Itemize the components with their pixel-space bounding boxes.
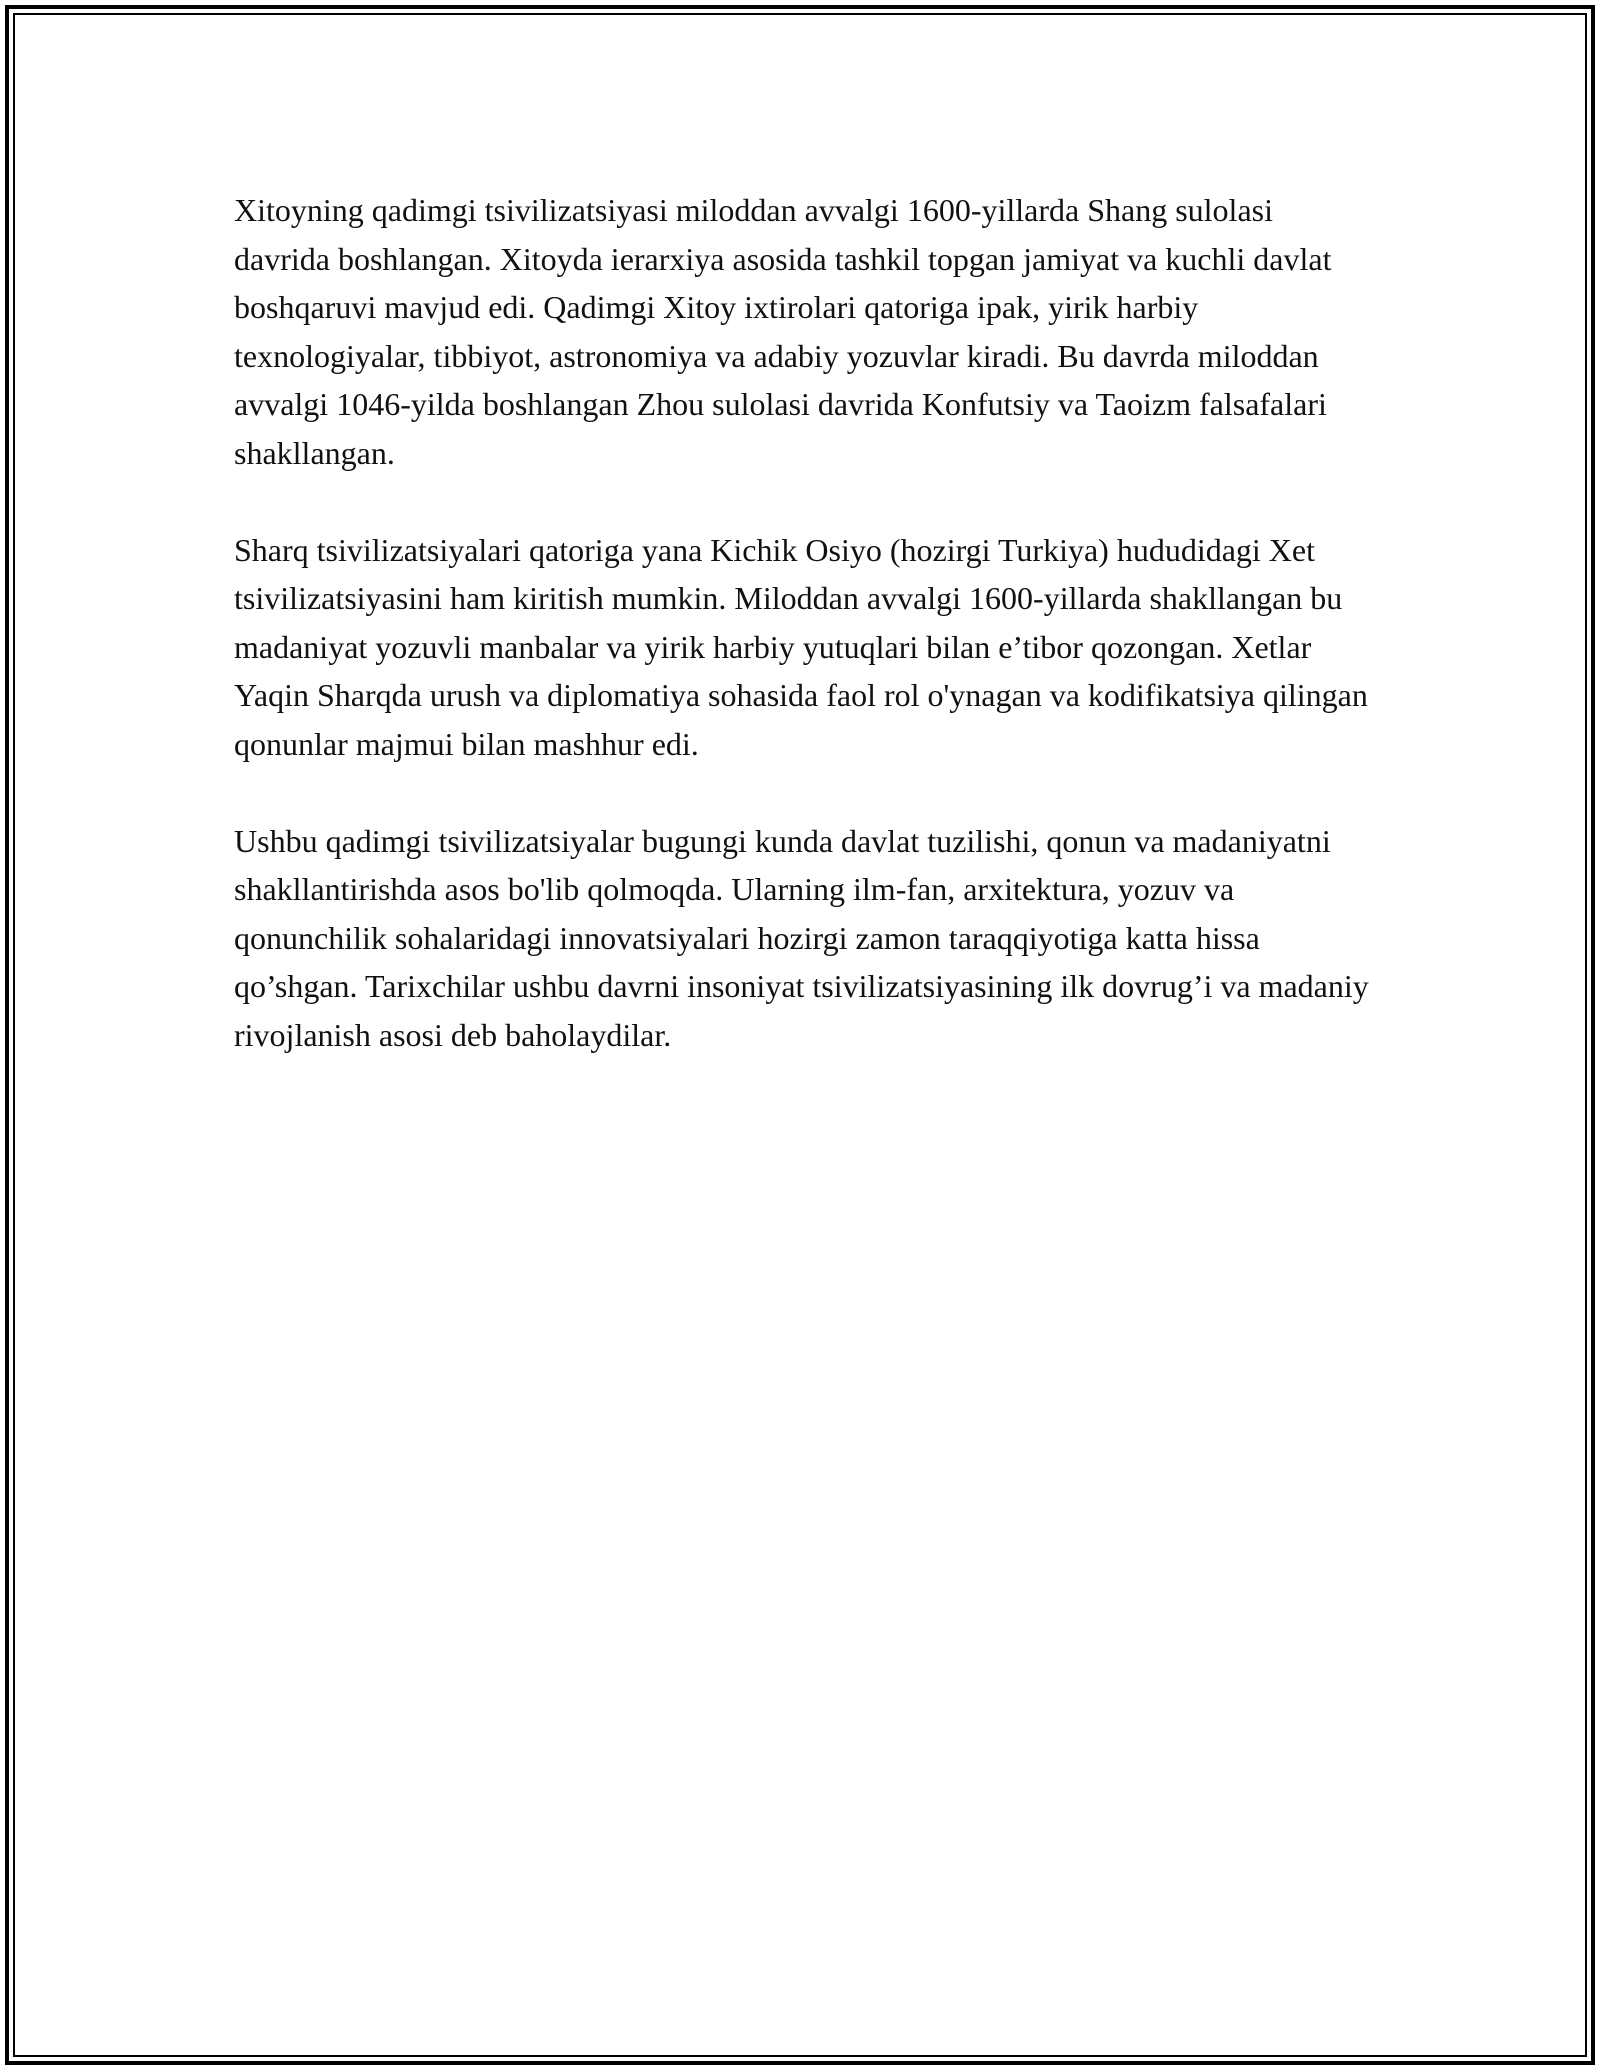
paragraph-legacy: Ushbu qadimgi tsivilizatsiyalar bugungi kunda davlat tuzilishi, qonun va madaniyatni shakllantirishda asos bo'lib qolmoqda. Ularning ilm-fan, arxitektura, yozuv va qonunchilik sohalaridagi innovatsiyalari hozirgi zamon taraqqiyotiga katta hissa qo’shgan. Tarixchilar ushbu davrni insoniyat tsivilizatsiyasining ilk dovrug’i va madaniy rivojlanish asosi deb baholaydilar.	[234, 822, 1369, 1053]
document-body	[234, 186, 1374, 1108]
paragraph-china: Xitoyning qadimgi tsivilizatsiyasi miloddan avvalgi 1600-yillarda Shang sulolasi davrida boshlangan. Xitoyda ierarxiya asosida tashkil topgan jamiyat va kuchli davlat boshqaruvi mavjud edi. Qadimgi Xitoy ixtirolari qatoriga ipak, yirik harbiy texnologiyalar, tibbiyot, astronomiya va adabiy yozuvlar kiradi. Bu davrda miloddan avvalgi 1046-yilda boshlangan Zhou sulolasi davrida Konfutsiy va Taoizm falsafalari shakllangan.	[234, 192, 1332, 471]
paragraph-hittite: Sharq tsivilizatsiyalari qatoriga yana Kichik Osiyo (hozirgi Turkiya) hududidagi Xet tsivilizatsiyasini ham kiritish mumkin. Miloddan avvalgi 1600-yillarda shakllangan bu madaniyat yozuvli manbalar va yirik harbiy yutuqlari bilan e’tibor qozongan. Xetlar Yaqin Sharqda urush va diplomatiya sohasida faol rol o'ynagan va kodifikatsiya qilingan qonunlar majmui bilan mashhur edi.	[234, 531, 1368, 762]
